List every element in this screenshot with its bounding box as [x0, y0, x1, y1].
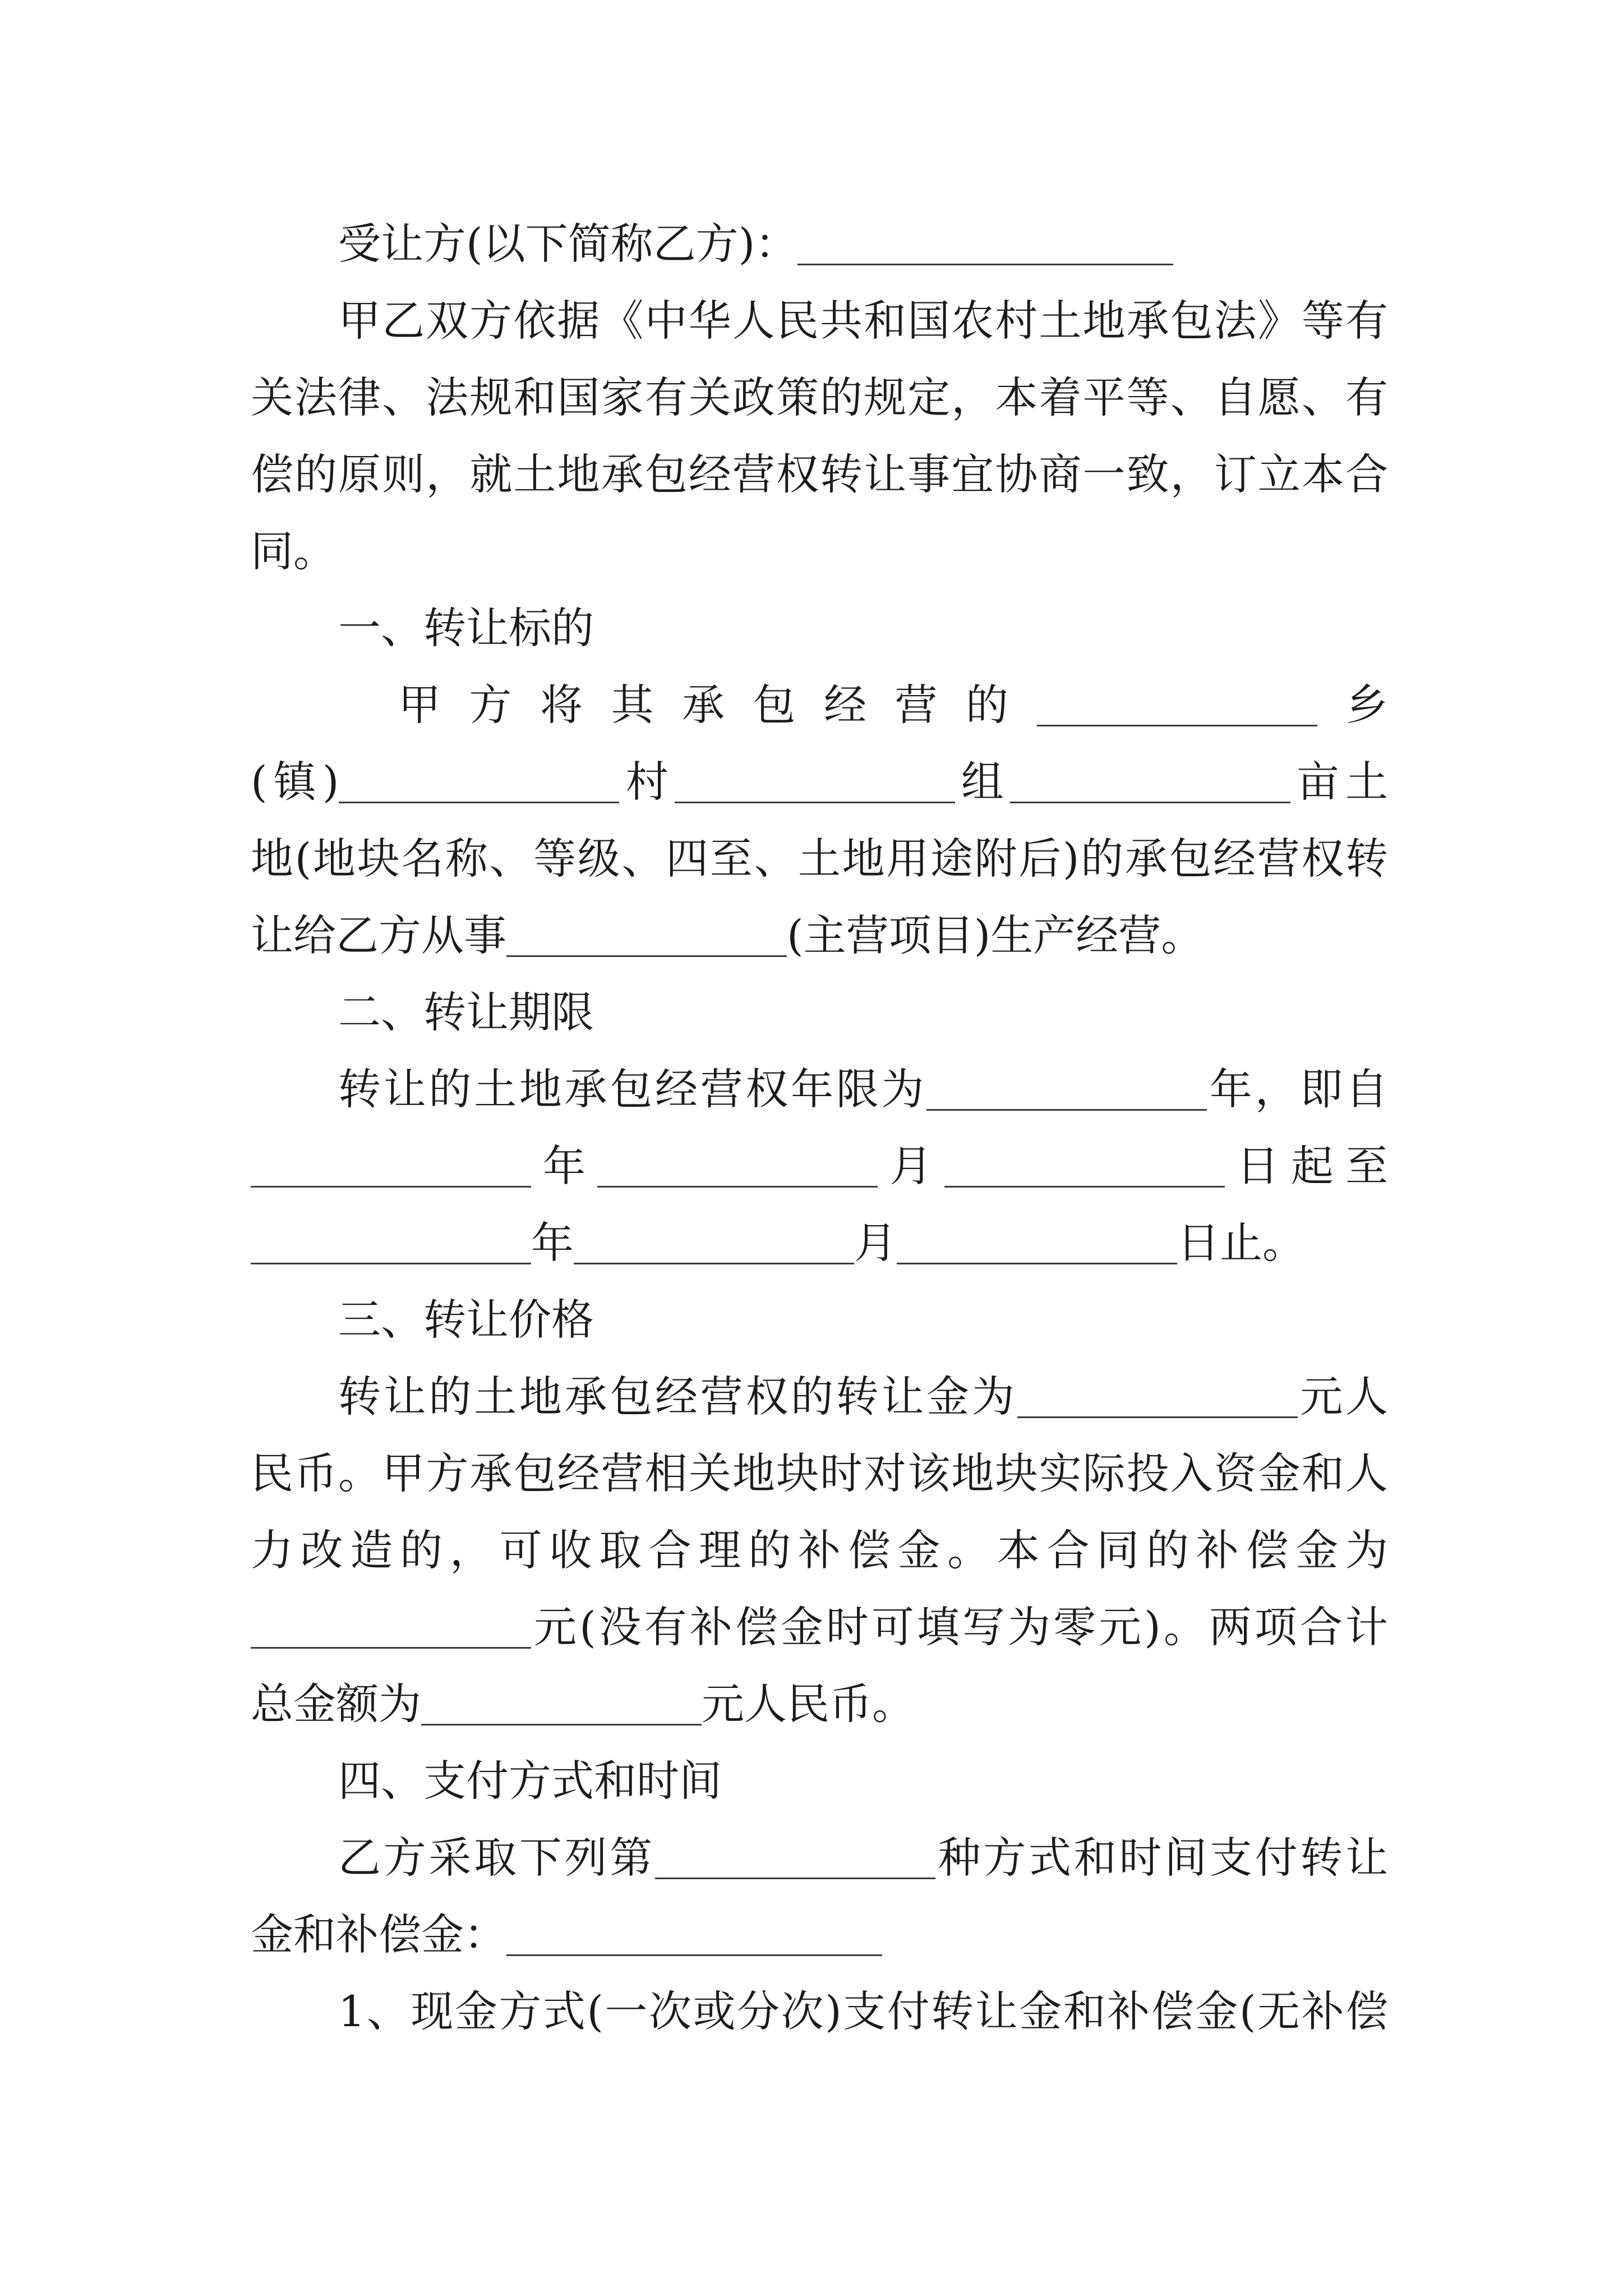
text-line [251, 1128, 1388, 1204]
line-text: 元(没有补偿金时可填写为零元)。两项合计 [531, 1602, 1388, 1652]
text-line [251, 1896, 1388, 1973]
line-text: 让给乙方从事 [251, 910, 506, 960]
line-text: 民币。甲方承包经营相关地块时对该地块实际投入资金和人 [251, 1448, 1388, 1498]
fill-in-blank [897, 1263, 1177, 1264]
fill-in-blank [251, 1263, 531, 1264]
fill-in-blank [251, 1186, 531, 1188]
line-text: (镇) [251, 757, 339, 807]
text-line [251, 743, 1388, 820]
text-line [251, 1358, 1388, 1435]
line-text: 年，即自 [1207, 1064, 1388, 1114]
transferee-label: 受让方(以下简称乙方)： [338, 219, 798, 269]
line-text: 月 [878, 1141, 944, 1191]
text-line [251, 359, 1388, 436]
section-heading: 四、支付方式和时间 [338, 1756, 722, 1806]
line-text: 1、现金方式(一次或分次)支付转让金和补偿金(无补偿 [338, 1986, 1388, 2036]
section-heading: 三、转让价格 [338, 1295, 594, 1345]
line-text: 甲乙双方依据《中华人民共和国农村土地承包法》等有 [338, 296, 1388, 346]
section-heading: 一、转让标的 [338, 603, 594, 653]
section-transfer-subject [251, 590, 1388, 974]
line-text: 关法律、法规和国家有关政策的规定，本着平等、自愿、有 [251, 372, 1388, 422]
section-payment-method [251, 1742, 1388, 2050]
fill-in-blank [944, 1186, 1225, 1188]
line-text: 组 [955, 757, 1010, 807]
line-text: 力改造的，可收取合理的补偿金。本合同的补偿金为 [251, 1525, 1388, 1575]
line-text: (主营项目)生产经营。 [787, 910, 1204, 960]
text-line [251, 1512, 1388, 1589]
line-text: 月 [854, 1218, 897, 1268]
preamble-paragraph [251, 282, 1388, 590]
text-line [251, 1435, 1388, 1512]
text-line [251, 513, 1388, 590]
section-heading: 二、转让期限 [338, 987, 594, 1037]
line-text: 元人 [1297, 1372, 1388, 1421]
line-text: 地(地块名称、等级、四至、土地用途附后)的承包经营权转 [251, 834, 1388, 884]
fill-in-blank [675, 802, 955, 803]
fill-in-blank [339, 802, 619, 803]
text-line [251, 282, 1388, 359]
line-text: 年 [531, 1218, 574, 1268]
document-page [251, 205, 1388, 2050]
transferee-line [251, 205, 1388, 282]
fill-in-blank [926, 1109, 1207, 1111]
line-text: 乙方采取下列第 [338, 1833, 655, 1883]
section-transfer-term [251, 974, 1388, 1281]
line-text: 元人民币。 [702, 1679, 915, 1729]
text-line [251, 1973, 1388, 2050]
text-line [251, 666, 1388, 743]
text-line [251, 1665, 1388, 1742]
line-text: 转让的土地承包经营权年限为 [338, 1064, 927, 1114]
fill-in-blank [506, 1954, 882, 1956]
line-text: 总金额为 [251, 1679, 421, 1729]
line-text: 种方式和时间支付转让 [935, 1833, 1388, 1883]
line-text: 金和补偿金： [251, 1910, 506, 1959]
fill-in-blank [421, 1724, 702, 1726]
line-text: 年 [531, 1141, 598, 1191]
line-text: 村 [619, 757, 675, 807]
line-text: 日起至 [1224, 1141, 1388, 1191]
text-line [251, 1819, 1388, 1896]
text-line [251, 1204, 1388, 1281]
text-line [251, 436, 1388, 513]
line-text: 日止。 [1177, 1218, 1305, 1268]
fill-in-blank [1017, 1416, 1298, 1418]
text-line [251, 897, 1388, 974]
fill-in-blank [1037, 725, 1317, 726]
line-text: 甲方将其承包经营的 [398, 680, 1037, 730]
fill-in-blank [655, 1878, 935, 1879]
fill-in-blank [574, 1263, 854, 1264]
line-text: 转让的土地承包经营权的转让金为 [338, 1372, 1017, 1421]
fill-in-blank [251, 1647, 531, 1649]
fill-in-blank [1010, 802, 1290, 803]
text-line [251, 820, 1388, 897]
fill-in-blank [597, 1186, 878, 1188]
fill-in-blank [797, 264, 1173, 265]
line-text: 同。 [251, 526, 336, 576]
line-text: 亩土 [1290, 757, 1388, 807]
text-line [251, 1051, 1388, 1128]
line-text: 偿的原则，就土地承包经营权转让事宜协商一致，订立本合 [251, 449, 1388, 499]
fill-in-blank [506, 955, 787, 957]
line-text: 乡 [1317, 680, 1388, 730]
section-transfer-price [251, 1281, 1388, 1742]
text-line [251, 1589, 1388, 1665]
